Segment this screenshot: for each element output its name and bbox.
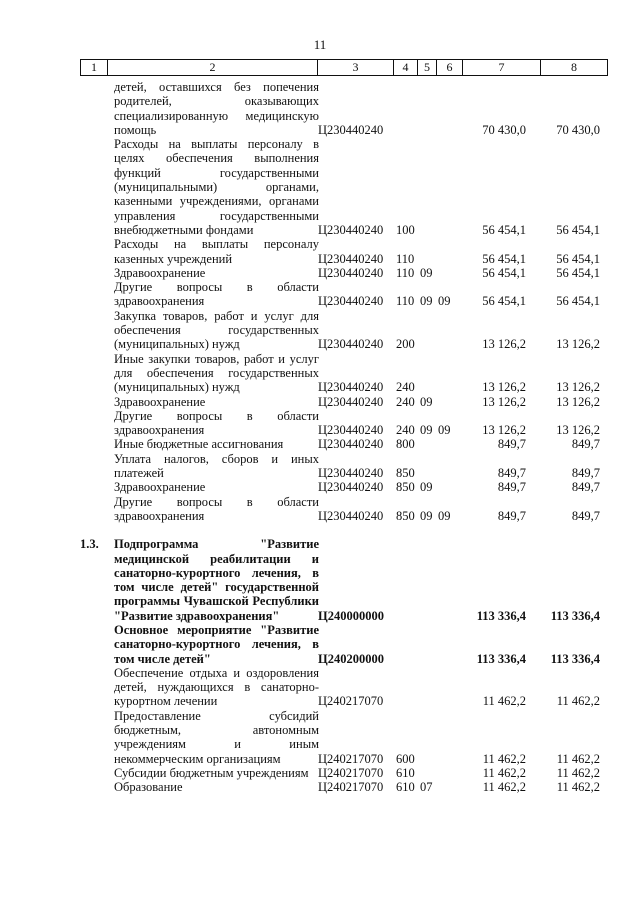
table-row bbox=[80, 137, 603, 237]
row-amount-col8: 13 126,2 bbox=[556, 423, 600, 438]
row-code: Ц230440240 bbox=[318, 222, 384, 237]
row-amount-col7: 849,7 bbox=[497, 480, 526, 495]
table-row bbox=[80, 537, 603, 623]
row-description: Закупка товаров, работ и услуг для обеспечения государственных (муниципальных) нужд bbox=[114, 308, 319, 352]
row-description: Другие вопросы в области здравоохранения bbox=[114, 494, 319, 523]
row-section: 09 bbox=[420, 265, 433, 280]
row-code: Ц230440240 bbox=[318, 394, 384, 409]
row-amount-col8: 56 454,1 bbox=[556, 294, 600, 309]
row-number bbox=[80, 666, 114, 709]
table-header bbox=[80, 59, 608, 76]
row-amount-col8: 849,7 bbox=[571, 480, 600, 495]
table-row bbox=[80, 437, 603, 451]
row-amount-col8: 849,7 bbox=[571, 508, 600, 523]
header-col-4: 4 bbox=[394, 60, 418, 75]
row-number bbox=[80, 766, 114, 780]
row-expense-type: 850 bbox=[396, 466, 415, 481]
row-number bbox=[80, 480, 114, 494]
row-subsection: 09 bbox=[438, 423, 451, 438]
row-code: Ц230440240 bbox=[318, 380, 384, 395]
row-expense-type: 200 bbox=[396, 337, 415, 352]
row-expense-type: 100 bbox=[396, 222, 415, 237]
row-expense-type: 850 bbox=[396, 508, 415, 523]
row-code: Ц240217070 bbox=[318, 780, 384, 795]
row-amount-col8: 56 454,1 bbox=[556, 251, 600, 266]
row-code: Ц230440240 bbox=[318, 337, 384, 352]
row-amount-col7: 13 126,2 bbox=[482, 394, 526, 409]
row-description: Другие вопросы в области здравоохранения bbox=[114, 408, 319, 438]
row-amount-col7: 56 454,1 bbox=[482, 294, 526, 309]
row-number bbox=[80, 137, 114, 237]
row-description: Субсидии бюджетным учреждениям bbox=[114, 765, 309, 780]
row-amount-col8: 11 462,2 bbox=[556, 694, 600, 709]
row-expense-type: 110 bbox=[396, 251, 415, 266]
header-col-1: 1 bbox=[81, 60, 108, 75]
row-description: Подпрограмма "Развитие медицинской реабилитации и санаторно-курортного лечения, в том числе детей" государственной программы Чувашской Республики "Развитие здравоохранения" bbox=[114, 537, 319, 623]
row-description: Иные закупки товаров, работ и услуг для обеспечения государственных (муниципальных) нужд bbox=[114, 351, 319, 395]
table-row bbox=[80, 780, 603, 794]
row-amount-col7: 56 454,1 bbox=[482, 265, 526, 280]
row-amount-col8: 70 430,0 bbox=[556, 122, 600, 137]
header-col-7: 7 bbox=[463, 60, 541, 75]
row-section: 09 bbox=[420, 294, 433, 309]
row-code: Ц240200000 bbox=[318, 651, 384, 666]
row-amount-col8: 113 336,4 bbox=[550, 651, 600, 666]
row-number bbox=[80, 709, 114, 766]
row-amount-col7: 849,7 bbox=[497, 437, 526, 452]
row-expense-type: 240 bbox=[396, 394, 415, 409]
page-number: 11 bbox=[313, 37, 327, 52]
row-number bbox=[80, 352, 114, 395]
row-code: Ц240217070 bbox=[318, 751, 384, 766]
row-expense-type: 850 bbox=[396, 480, 415, 495]
header-col-8: 8 bbox=[541, 60, 608, 75]
table-row bbox=[80, 623, 603, 666]
row-description: Образование bbox=[114, 780, 183, 795]
row-description: Обеспечение отдыха и оздоровления детей, нуждающихся в санаторно-курортном лечении bbox=[114, 665, 319, 709]
row-expense-type: 800 bbox=[396, 437, 415, 452]
row-number bbox=[80, 309, 114, 352]
row-expense-type: 610 bbox=[396, 765, 415, 780]
row-code: Ц230440240 bbox=[318, 294, 384, 309]
row-code: Ц230440240 bbox=[318, 466, 384, 481]
row-amount-col7: 11 462,2 bbox=[482, 780, 526, 795]
row-number bbox=[80, 623, 114, 666]
row-amount-col7: 849,7 bbox=[497, 508, 526, 523]
row-subsection: 09 bbox=[438, 508, 451, 523]
row-description: Расходы на выплаты персоналу казенных учреждений bbox=[114, 237, 319, 266]
row-amount-col7: 13 126,2 bbox=[482, 337, 526, 352]
row-code: Ц230440240 bbox=[318, 437, 384, 452]
row-number bbox=[80, 280, 114, 309]
row-code: Ц240000000 bbox=[318, 608, 384, 623]
table-row bbox=[80, 352, 603, 395]
row-code: Ц230440240 bbox=[318, 423, 384, 438]
row-description: детей, оставшихся без попечения родителей, оказывающих специализированную медицинскую помощь bbox=[114, 80, 319, 137]
table-row bbox=[80, 766, 603, 780]
row-section: 09 bbox=[420, 423, 433, 438]
row-section: 09 bbox=[420, 394, 433, 409]
row-description: Предоставление субсидий бюджетным, автономным учреждениям и иным некоммерческим организациям bbox=[114, 708, 319, 766]
table-row bbox=[80, 480, 603, 494]
row-amount-col7: 70 430,0 bbox=[482, 122, 526, 137]
header-col-6: 6 bbox=[437, 60, 463, 75]
row-description: Здравоохранение bbox=[114, 394, 206, 409]
row-code: Ц240217070 bbox=[318, 765, 384, 780]
row-amount-col7: 56 454,1 bbox=[482, 251, 526, 266]
row-description: Основное мероприятие "Развитие санаторно-курортного лечения, в том числе детей" bbox=[114, 622, 319, 666]
row-amount-col7: 11 462,2 bbox=[482, 694, 526, 709]
table-row bbox=[80, 709, 603, 766]
row-code: Ц230440240 bbox=[318, 508, 384, 523]
row-amount-col7: 11 462,2 bbox=[482, 765, 526, 780]
row-expense-type: 240 bbox=[396, 380, 415, 395]
table-row bbox=[80, 409, 603, 438]
row-number bbox=[80, 452, 114, 481]
row-description: Расходы на выплаты персоналу в целях обеспечения выполнения функций государственными (муниципальными) органами, казенными учреждениями, органами управления государственными внебюджетными фондами bbox=[114, 137, 319, 237]
row-amount-col7: 56 454,1 bbox=[482, 222, 526, 237]
row-amount-col7: 13 126,2 bbox=[482, 380, 526, 395]
row-number bbox=[80, 266, 114, 280]
row-expense-type: 240 bbox=[396, 423, 415, 438]
row-number bbox=[80, 409, 114, 438]
row-code: Ц230440240 bbox=[318, 480, 384, 495]
row-description: Здравоохранение bbox=[114, 480, 206, 495]
table-row bbox=[80, 280, 603, 309]
row-subsection: 09 bbox=[438, 294, 451, 309]
row-amount-col8: 11 462,2 bbox=[556, 751, 600, 766]
row-amount-col8: 849,7 bbox=[571, 437, 600, 452]
row-amount-col8: 113 336,4 bbox=[550, 608, 600, 623]
table-row bbox=[80, 237, 603, 266]
row-number: 1.3. bbox=[80, 537, 99, 552]
row-code: Ц230440240 bbox=[318, 265, 384, 280]
row-number bbox=[80, 495, 114, 524]
row-amount-col8: 13 126,2 bbox=[556, 380, 600, 395]
row-amount-col7: 13 126,2 bbox=[482, 423, 526, 438]
row-amount-col8: 849,7 bbox=[571, 466, 600, 481]
row-amount-col7: 11 462,2 bbox=[482, 751, 526, 766]
row-description: Другие вопросы в области здравоохранения bbox=[114, 280, 319, 309]
row-section: 09 bbox=[420, 480, 433, 495]
row-expense-type: 110 bbox=[396, 294, 415, 309]
row-description: Уплата налогов, сборов и иных платежей bbox=[114, 451, 319, 481]
row-number bbox=[80, 80, 114, 137]
row-description: Здравоохранение bbox=[114, 265, 206, 280]
row-amount-col8: 13 126,2 bbox=[556, 394, 600, 409]
header-col-5: 5 bbox=[418, 60, 437, 75]
row-expense-type: 600 bbox=[396, 751, 415, 766]
table-row bbox=[80, 666, 603, 709]
row-amount-col7: 113 336,4 bbox=[476, 651, 526, 666]
row-amount-col8: 13 126,2 bbox=[556, 337, 600, 352]
table-row bbox=[80, 495, 603, 524]
table-row bbox=[80, 395, 603, 409]
table-spacer bbox=[80, 523, 603, 537]
row-expense-type: 610 bbox=[396, 780, 415, 795]
row-amount-col8: 56 454,1 bbox=[556, 265, 600, 280]
header-col-3: 3 bbox=[318, 60, 394, 75]
table-row bbox=[80, 452, 603, 481]
table-row bbox=[80, 80, 603, 137]
row-code: Ц230440240 bbox=[318, 251, 384, 266]
row-section: 09 bbox=[420, 508, 433, 523]
table-row bbox=[80, 309, 603, 352]
row-number bbox=[80, 780, 114, 794]
row-amount-col7: 113 336,4 bbox=[476, 608, 526, 623]
header-col-2: 2 bbox=[108, 60, 318, 75]
table-body bbox=[80, 80, 603, 795]
row-section: 07 bbox=[420, 780, 433, 795]
row-amount-col7: 849,7 bbox=[497, 466, 526, 481]
row-number bbox=[80, 437, 114, 451]
row-amount-col8: 56 454,1 bbox=[556, 222, 600, 237]
row-description: Иные бюджетные ассигнования bbox=[114, 437, 284, 452]
table-row bbox=[80, 266, 603, 280]
row-amount-col8: 11 462,2 bbox=[556, 780, 600, 795]
row-amount-col8: 11 462,2 bbox=[556, 765, 600, 780]
row-expense-type: 110 bbox=[396, 265, 415, 280]
row-number bbox=[80, 395, 114, 409]
row-code: Ц230440240 bbox=[318, 122, 384, 137]
row-number bbox=[80, 237, 114, 266]
row-code: Ц240217070 bbox=[318, 694, 384, 709]
